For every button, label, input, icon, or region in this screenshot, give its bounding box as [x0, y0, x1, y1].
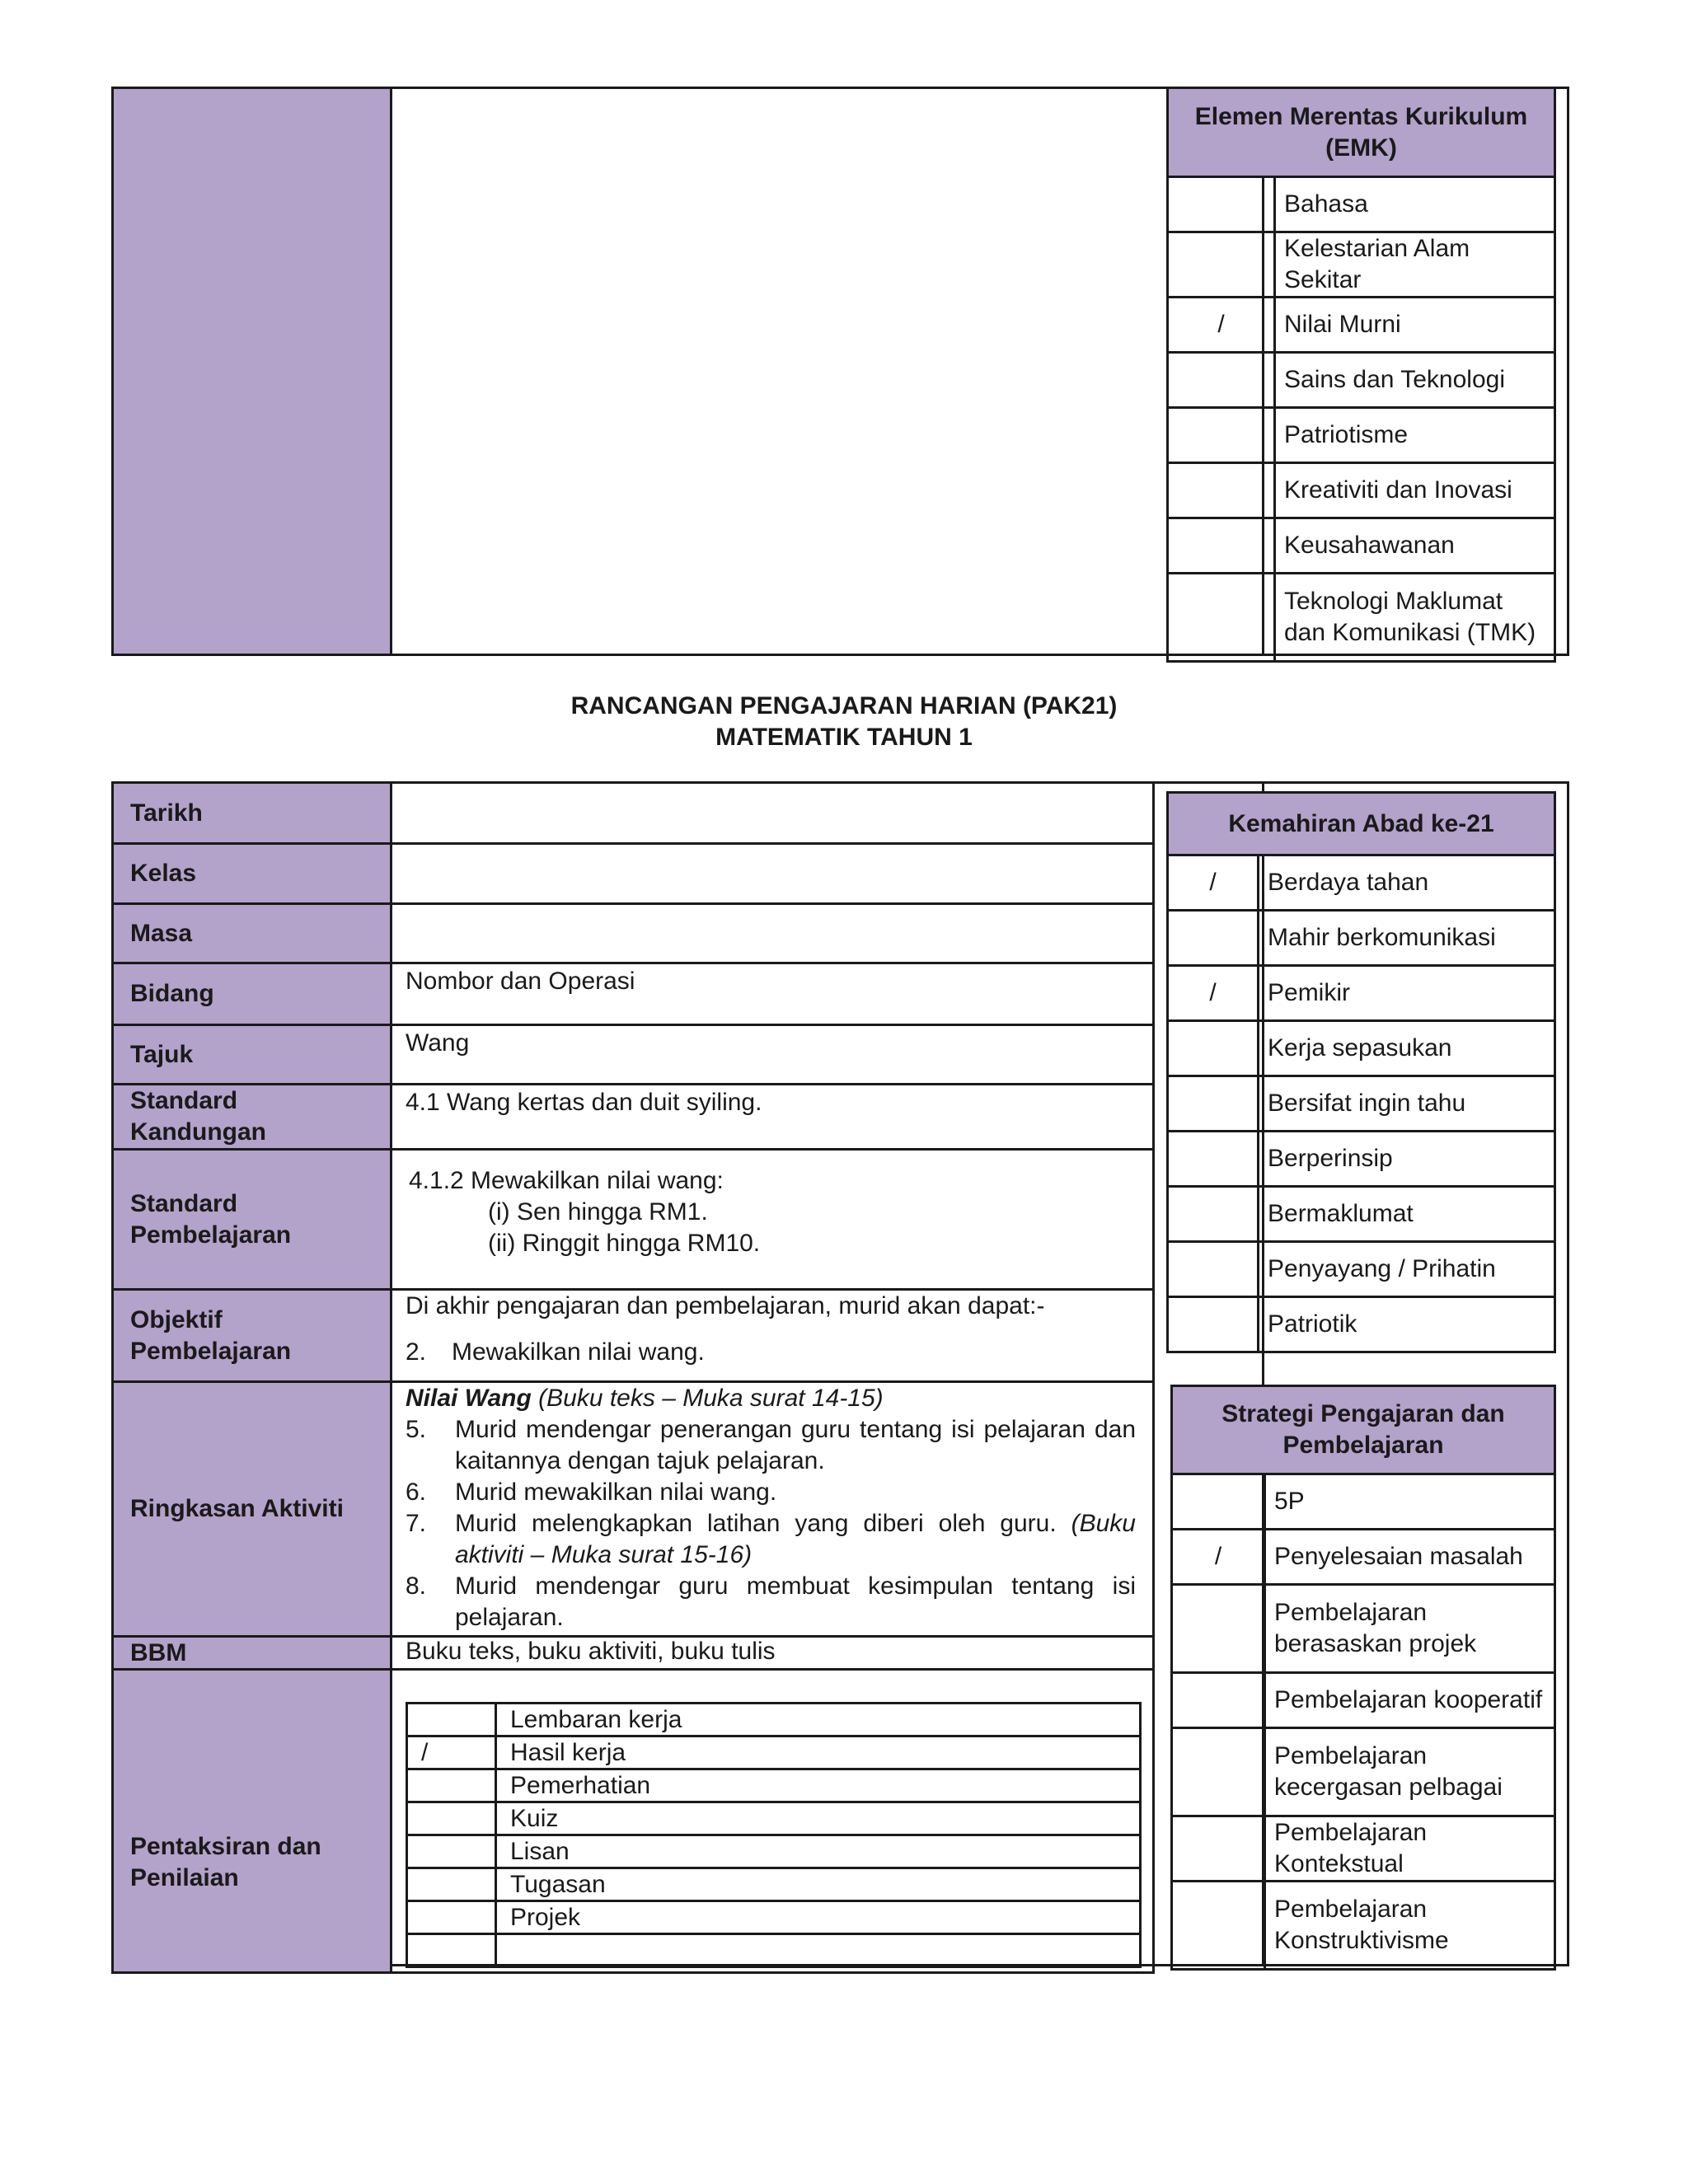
kemahiran-mark — [1168, 1021, 1259, 1076]
strategi-row — [1172, 1474, 1555, 1530]
standard-pembelajaran-label-line1: Standard — [130, 1189, 238, 1217]
objektif-item-num: 2. — [406, 1338, 427, 1366]
strategi-mark — [1172, 1585, 1265, 1673]
emk-row — [1168, 232, 1555, 298]
emk-label: Patriotisme — [1275, 408, 1555, 463]
kemahiran-label: Mahir berkomunikasi — [1259, 911, 1555, 966]
strategi-label: Penyelesaian masalah — [1265, 1530, 1555, 1585]
tajuk-row — [113, 1025, 1154, 1085]
emk-label: Kreativiti dan Inovasi — [1275, 463, 1555, 518]
strategi-label: Pembelajaran kecergasan pelbagai — [1265, 1728, 1555, 1816]
kemahiran-row — [1168, 1076, 1555, 1132]
strategi-mark — [1172, 1882, 1265, 1970]
strategi-label: Pembelajaran berasaskan projek — [1265, 1585, 1555, 1673]
ringkasan-row — [113, 1382, 1154, 1637]
top-content-area — [392, 89, 1262, 654]
pentaksiran-item-label: Kuiz — [496, 1802, 1141, 1835]
pentaksiran-item-label: Pemerhatian — [496, 1769, 1141, 1802]
pentaksiran-row-item — [407, 1868, 1141, 1901]
emk-label: Keusahawanan — [1275, 518, 1555, 574]
pentaksiran-mark — [407, 1868, 496, 1901]
masa-row — [113, 904, 1154, 963]
list-item-text: Murid mewakilkan nilai wang. — [455, 1479, 777, 1506]
masa-value — [392, 904, 1154, 963]
list-item-text: Murid mendengar penerangan guru tentang isi pelajaran dan kaitannya dengan tajuk pelajaran. — [455, 1416, 1136, 1474]
standard-kandungan-row — [113, 1085, 1154, 1150]
standard-pembelajaran-label — [113, 1150, 392, 1290]
strategi-row — [1172, 1585, 1555, 1673]
bidang-row — [113, 963, 1154, 1025]
objektif-label: Objektif Pembelajaran — [113, 1290, 392, 1382]
tarikh-label: Tarikh — [113, 783, 392, 844]
ringkasan-label: Ringkasan Aktiviti — [113, 1382, 392, 1637]
kemahiran-mark — [1168, 1187, 1259, 1242]
objektif-item — [406, 1337, 1139, 1368]
strategi-table — [1170, 1385, 1556, 1971]
objektif-intro: Di akhir pengajaran dan pembelajaran, murid akan dapat:- — [406, 1292, 1045, 1319]
kemahiran-row — [1168, 966, 1555, 1021]
objektif-item-text: Mewakilkan nilai wang. — [452, 1338, 705, 1366]
emk-row — [1168, 177, 1555, 232]
bbm-label: BBM — [113, 1637, 392, 1670]
kelas-label: Kelas — [113, 844, 392, 904]
strategi-row — [1172, 1673, 1555, 1728]
emk-table — [1166, 87, 1556, 663]
list-item — [406, 1508, 1136, 1571]
kemahiran-mark: / — [1168, 855, 1259, 911]
standard-kandungan-value: 4.1 Wang kertas dan duit syiling. — [392, 1085, 1154, 1150]
kemahiran-row — [1168, 1187, 1555, 1242]
masa-label: Masa — [113, 904, 392, 963]
kemahiran-row — [1168, 1132, 1555, 1187]
kemahiran-label: Bermaklumat — [1259, 1187, 1555, 1242]
emk-label: Teknologi Maklumat dan Komunikasi (TMK) — [1275, 574, 1555, 662]
pentaksiran-row-item — [407, 1769, 1141, 1802]
ringkasan-list — [406, 1414, 1136, 1633]
strategi-row — [1172, 1530, 1555, 1585]
pentaksiran-item-label: Hasil kerja — [496, 1736, 1141, 1769]
pentaksiran-label-line1: Pentaksiran dan — [130, 1832, 321, 1860]
emk-mark — [1168, 353, 1275, 408]
emk-row — [1168, 408, 1555, 463]
kemahiran-mark — [1168, 1297, 1259, 1352]
rph-table — [111, 781, 1155, 1974]
strategi-row — [1172, 1816, 1555, 1882]
kemahiran-mark — [1168, 1132, 1259, 1187]
kemahiran-label: Penyayang / Prihatin — [1259, 1242, 1555, 1297]
kemahiran-mark — [1168, 1076, 1259, 1132]
objektif-row — [113, 1290, 1154, 1382]
pentaksiran-row-item — [407, 1934, 1141, 1967]
pentaksiran-item-label: Tugasan — [496, 1868, 1141, 1901]
ringkasan-heading-italic: (Buku teks – Muka surat 14-15) — [531, 1385, 884, 1412]
kemahiran-label: Kerja sepasukan — [1259, 1021, 1555, 1076]
kemahiran-label: Berdaya tahan — [1259, 855, 1555, 911]
list-item-num: 5. — [406, 1416, 427, 1443]
pentaksiran-mark — [407, 1901, 496, 1934]
kemahiran-label: Patriotik — [1259, 1297, 1555, 1352]
emk-mark — [1168, 232, 1275, 298]
pentaksiran-item-label: Projek — [496, 1901, 1141, 1934]
kemahiran-row — [1168, 1021, 1555, 1076]
kelas-row — [113, 844, 1154, 904]
kemahiran-row — [1168, 855, 1555, 911]
pentaksiran-item-label: Lembaran kerja — [496, 1704, 1141, 1736]
emk-header: Elemen Merentas Kurikulum (EMK) — [1168, 88, 1555, 177]
emk-mark: / — [1168, 298, 1275, 353]
kemahiran-row — [1168, 1242, 1555, 1297]
ringkasan-heading — [406, 1383, 1136, 1414]
pentaksiran-mark — [407, 1704, 496, 1736]
strategi-mark — [1172, 1728, 1265, 1816]
kelas-value — [392, 844, 1154, 904]
emk-mark — [1168, 463, 1275, 518]
pentaksiran-row — [113, 1670, 1154, 1973]
list-item — [406, 1571, 1136, 1633]
kemahiran-header: Kemahiran Abad ke-21 — [1168, 793, 1555, 855]
emk-label: Kelestarian Alam Sekitar — [1275, 232, 1555, 298]
pentaksiran-mark — [407, 1802, 496, 1835]
bidang-value: Nombor dan Operasi — [392, 963, 1154, 1025]
strategi-row — [1172, 1728, 1555, 1816]
standard-pembelajaran-row — [113, 1150, 1154, 1290]
pentaksiran-row-item — [407, 1736, 1141, 1769]
bidang-label: Bidang — [113, 963, 392, 1025]
kemahiran-mark — [1168, 911, 1259, 966]
kemahiran-label: Pemikir — [1259, 966, 1555, 1021]
emk-row — [1168, 463, 1555, 518]
tarikh-row — [113, 783, 1154, 844]
kemahiran-mark — [1168, 1242, 1259, 1297]
bbm-value: Buku teks, buku aktiviti, buku tulis — [392, 1637, 1154, 1670]
pentaksiran-label — [113, 1670, 392, 1973]
standard-pembelajaran-sub1: (i) Sen hingga RM1. — [488, 1198, 708, 1226]
page-title: RANCANGAN PENGAJARAN HARIAN (PAK21) — [570, 692, 1118, 719]
standard-pembelajaran-main: 4.1.2 Mewakilkan nilai wang: — [409, 1167, 724, 1194]
pentaksiran-mark — [407, 1769, 496, 1802]
strategi-mark — [1172, 1474, 1265, 1530]
emk-mark — [1168, 177, 1275, 232]
list-item-text: Murid melengkapkan latihan yang diberi oleh guru. — [455, 1510, 1071, 1537]
kemahiran-mark: / — [1168, 966, 1259, 1021]
strategi-label: 5P — [1265, 1474, 1555, 1530]
pentaksiran-row-item — [407, 1704, 1141, 1736]
pentaksiran-mark: / — [407, 1736, 496, 1769]
standard-kandungan-label: Standard Kandungan — [113, 1085, 392, 1150]
emk-label: Bahasa — [1275, 177, 1555, 232]
page-subtitle: MATEMATIK TAHUN 1 — [715, 724, 973, 751]
standard-pembelajaran-value — [392, 1150, 1154, 1290]
list-item-num: 8. — [406, 1572, 427, 1600]
kemahiran-table — [1166, 791, 1556, 1353]
list-item — [406, 1477, 1136, 1508]
top-label-column — [114, 89, 390, 654]
objektif-value — [392, 1290, 1154, 1382]
list-item-text: Murid mendengar guru membuat kesimpulan tentang isi pelajaran. — [455, 1572, 1136, 1631]
ringkasan-value — [392, 1382, 1154, 1637]
strategi-label: Pembelajaran kooperatif — [1265, 1673, 1555, 1728]
pentaksiran-label-line2: Penilaian — [130, 1863, 239, 1891]
pentaksiran-mark — [407, 1835, 496, 1868]
emk-label: Sains dan Teknologi — [1275, 353, 1555, 408]
list-item-num: 7. — [406, 1510, 427, 1537]
pentaksiran-mark — [407, 1934, 496, 1967]
emk-mark — [1168, 518, 1275, 574]
strategi-label: Pembelajaran Kontekstual — [1265, 1816, 1555, 1882]
pentaksiran-row-item — [407, 1835, 1141, 1868]
standard-pembelajaran-sub2: (ii) Ringgit hingga RM10. — [488, 1230, 761, 1257]
standard-pembelajaran-label-line2: Pembelajaran — [130, 1221, 292, 1249]
pentaksiran-row-item — [407, 1802, 1141, 1835]
strategi-mark — [1172, 1816, 1265, 1882]
kemahiran-label: Berperinsip — [1259, 1132, 1555, 1187]
emk-row — [1168, 574, 1555, 662]
pentaksiran-item-label: Lisan — [496, 1835, 1141, 1868]
emk-mark — [1168, 408, 1275, 463]
strategi-mark — [1172, 1673, 1265, 1728]
tajuk-label: Tajuk — [113, 1025, 392, 1085]
emk-mark — [1168, 574, 1275, 662]
strategi-label: Pembelajaran Konstruktivisme — [1265, 1882, 1555, 1970]
kemahiran-row — [1168, 1297, 1555, 1352]
emk-row — [1168, 518, 1555, 574]
kemahiran-row — [1168, 911, 1555, 966]
bbm-row — [113, 1637, 1154, 1670]
list-item-num: 6. — [406, 1479, 427, 1506]
tarikh-value — [392, 783, 1154, 844]
emk-label: Nilai Murni — [1275, 298, 1555, 353]
tajuk-value: Wang — [392, 1025, 1154, 1085]
strategi-header: Strategi Pengajaran dan Pembelajaran — [1172, 1386, 1555, 1474]
kemahiran-label: Bersifat ingin tahu — [1259, 1076, 1555, 1132]
pentaksiran-item-label — [496, 1934, 1141, 1967]
list-item — [406, 1414, 1136, 1477]
emk-row — [1168, 298, 1555, 353]
pentaksiran-table — [406, 1702, 1142, 1968]
pentaksiran-row-item — [407, 1901, 1141, 1934]
pentaksiran-value — [392, 1670, 1154, 1973]
ringkasan-heading-bold: Nilai Wang — [406, 1385, 532, 1412]
strategi-row — [1172, 1882, 1555, 1970]
strategi-mark: / — [1172, 1530, 1265, 1585]
list-item-italic: (Buku aktiviti – Muka surat 15-16) — [455, 1510, 1136, 1568]
emk-row — [1168, 353, 1555, 408]
